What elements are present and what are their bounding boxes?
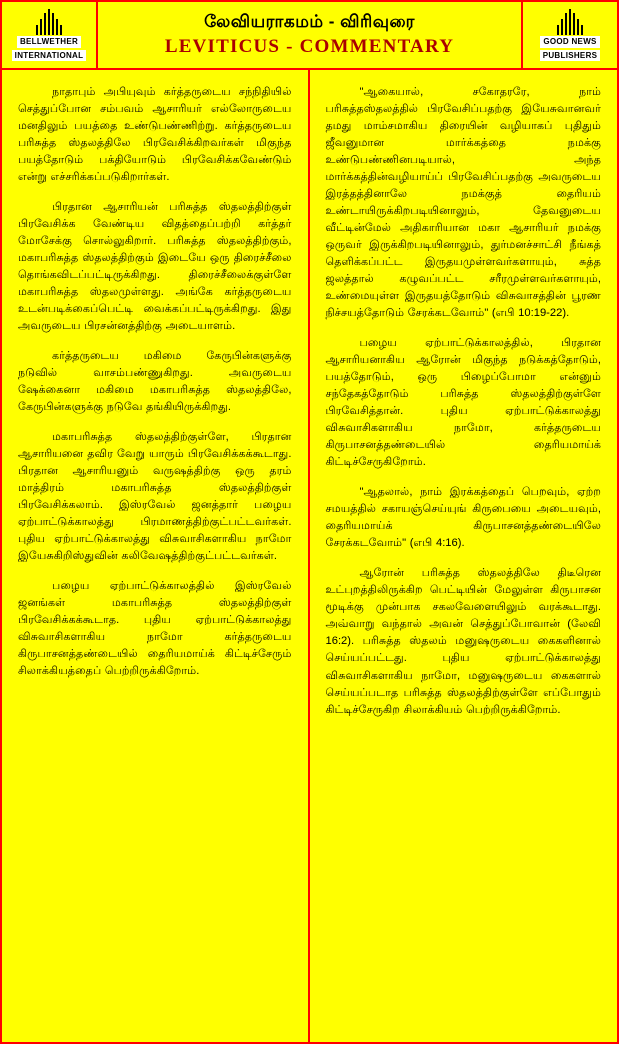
- torch-logo-icon: [35, 9, 63, 35]
- publisher-logo-right: [521, 2, 617, 68]
- paragraph: "ஆகையால், சகோதரரே, நாம் பரிசுத்தஸ்தலத்தில் பிரவேசிப்பதற்கு இயேசுவானவர் தமது மாம்சமாகிய திரையின் வழியாகப் புதிதும் ஜீவனுமான மார்க்கத்தை நமக்கு உண்டுபண்ணினபடியால், அந்த மார்க்கத்தின்வழியாய்ப் பிரவேசிப்பதற்கு அவருடைய இரத்தத்தினாலே நமக்குத் தைரியம் உண்டாயிருக்கிறபடியினாலும், தேவனுடைய வீட்டின்மேல் அதிகாரியான மகா ஆசாரியர் நமக்கு ஒருவர் இருக்கிறபடியினாலும், துர்மனச்சாட்சி நீங்கத் தெளிக்கப்பட்ட இருதயமுள்ளவர்களாயும், சுத்த ஜலத்தால் கழுவப்பட்ட சரீரமுள்ளவர்களாயும், உண்மையுள்ள இருதயத்தோடும் விசுவாசத்தின் பூரண நிச்சயத்தோடும் சேரக்கடவோம்" (எபி 10:19-22).: [325, 86, 601, 320]
- paragraph: பழைய ஏற்பாட்டுக்காலத்தில், பிரதான ஆசாரியனாகிய ஆரோன் மிகுந்த நடுக்கத்தோடும், பயத்தோடும், ஒரு பிழைப்போமா என்னும் சந்தேகத்தோடும் பரிசுத்த ஸ்தலத்திற்குள்ளே பிரவேசித்தான். புதிய ஏற்பாட்டுக்காலத்து விசுவாசிகளாகிய நாமோ, கர்த்தருடைய கிருபாசனத்தண்டையில் தைரியமாய்க் கிட்டிச்சேருகிறோம்.: [325, 337, 601, 469]
- logo-right-line2: PUBLISHERS: [540, 50, 601, 61]
- torch-logo-icon: [556, 9, 584, 35]
- paragraph: நாதாபும் அபியுவும் கர்த்தருடைய சந்நிதியில் செத்துப்போன சம்பவம் ஆசாரியர் எல்லோருடைய மனதிலும் பயத்தை உண்டுபண்ணிற்று. கர்த்தருடைய பரிசுத்த ஸ்தலத்திலே பிரவேசிக்கிறவர்கள் மிகுந்த பயத்தோடும் பக்தியோடும் பிரவேசிக்கவேண்டும் என்று எச்சரிக்கப்படுகிறார்கள்.: [18, 86, 292, 184]
- paragraph: பழைய ஏற்பாட்டுக்காலத்தில் இஸ்ரவேல் ஜனங்கள் மகாபரிசுத்த ஸ்தலத்திற்குள் பிரவேசிக்கக்கூடாத. புதிய ஏற்பாட்டுக்காலத்து விசுவாசிகளாகிய நாமோ கர்த்தருடைய கிருபாசனத்தண்டையில் தைரியமாய்க் கிட்டிச்சேரும் சிலாக்கியத்தைப் பெற்றிருக்கிறோம்.: [18, 580, 292, 678]
- title-tamil: லேவியராகமம் - விரிவுரை: [204, 11, 415, 31]
- publisher-logo-left: [2, 2, 98, 68]
- page-body: [2, 70, 617, 1042]
- logo-right-line1: GOOD NEWS: [540, 36, 599, 47]
- logo-left-line2: INTERNATIONAL: [12, 50, 87, 61]
- text-column-left: [2, 70, 310, 1042]
- text-column-right: [310, 70, 618, 1042]
- page-title: [98, 2, 521, 68]
- paragraph: மகாபரிசுத்த ஸ்தலத்திற்குள்ளே, பிரதான ஆசாரியனை தவிர வேறு யாரும் பிரவேசிக்கக்கூடாது. பிரதான ஆசாரியனும் வருஷத்திற்கு ஒரு தரம் மாத்திரம் மகாபரிசுத்த ஸ்தலத்திற்குள் பிரவேசிக்கலாம். இஸ்ரவேல் ஜனத்தார் பழைய ஏற்பாட்டுக்காலத்து பிரமாணத்திற்குட்பட்டவர்கள். புதிய ஏற்பாட்டுக்காலத்து விசுவாசிகளாகிய நாமோ இயேசுகிறிஸ்துவின் கலிவேஷத்திற்குட்பட்டவர்கள்.: [18, 431, 292, 563]
- paragraph: கர்த்தருடைய மகிமை கேருபின்களுக்கு நடுவில் வாசம்பண்ணுகிறது. அவருடைய ஷேக்கைனா மகிமை மகாபரிசுத்த ஸ்தலத்திலே, கேருபின்களுக்கு நடுவே தங்கியிருக்கிறது.: [18, 350, 292, 414]
- page-header: [2, 2, 617, 70]
- paragraph: ஆரோன் பரிசுத்த ஸ்தலத்திலே திடீரென உட்புறத்திலிருக்கிற பெட்டியின் மேலுள்ள கிருபாசன மூடிக்கு முன்பாக சகலவேளையிலும் வரக்கூடாது. அவ்வாறு வந்தால் அவன் செத்துப்போவான் (லேவி 16:2). பரிசுத்த ஸ்தலம் மனுஷருடைய கைகளினால் செய்யப்பட்டது. புதிய ஏற்பாட்டுக்காலத்து விசுவாசிகளாகிய நாமோ, மனுஷருடைய கைகளால் செய்யப்படாத பரிசுத்த ஸ்தலத்திற்குள்ளே எப்போதும் கிட்டிச்சேருகிற சிலாக்கியம் பெற்றிருக்கிறோம்.: [325, 567, 601, 716]
- paragraph: பிரதான ஆசாரியன் பரிசுத்த ஸ்தலத்திற்குள் பிரவேசிக்க வேண்டிய விதத்தைப்பற்றி கர்த்தர் மோசேக்கு சொல்லுகிறார். பரிசுத்த ஸ்தலத்திற்கும், மகாபரிசுத்த ஸ்தலத்திற்கும் இடையே ஒரு திரைச்சீலை தொங்கவிடப்பட்டிருக்கிறது. திரைச்சீலைக்குள்ளே மகாபரிசுத்த ஸ்தலமுள்ளது. அங்கே கர்த்தருடைய உடன்படிக்கைப்பெட்டி வைக்கப்பட்டிருக்கிறது. இது அவருடைய பிரசன்னத்திற்கு அடையாளம்.: [18, 201, 292, 333]
- title-english: LEVITICUS - COMMENTARY: [164, 35, 455, 57]
- paragraph: "ஆதலால், நாம் இரக்கத்தைப் பெறவும், ஏற்ற சமயத்தில் சகாயஞ்செய்யுங் கிருபையை அடையவும், தைரியமாய்க் கிருபாசனத்தண்டையிலே சேரக்கடவோம்" (எபி 4:16).: [325, 486, 601, 550]
- logo-left-line1: BELLWETHER: [17, 36, 81, 47]
